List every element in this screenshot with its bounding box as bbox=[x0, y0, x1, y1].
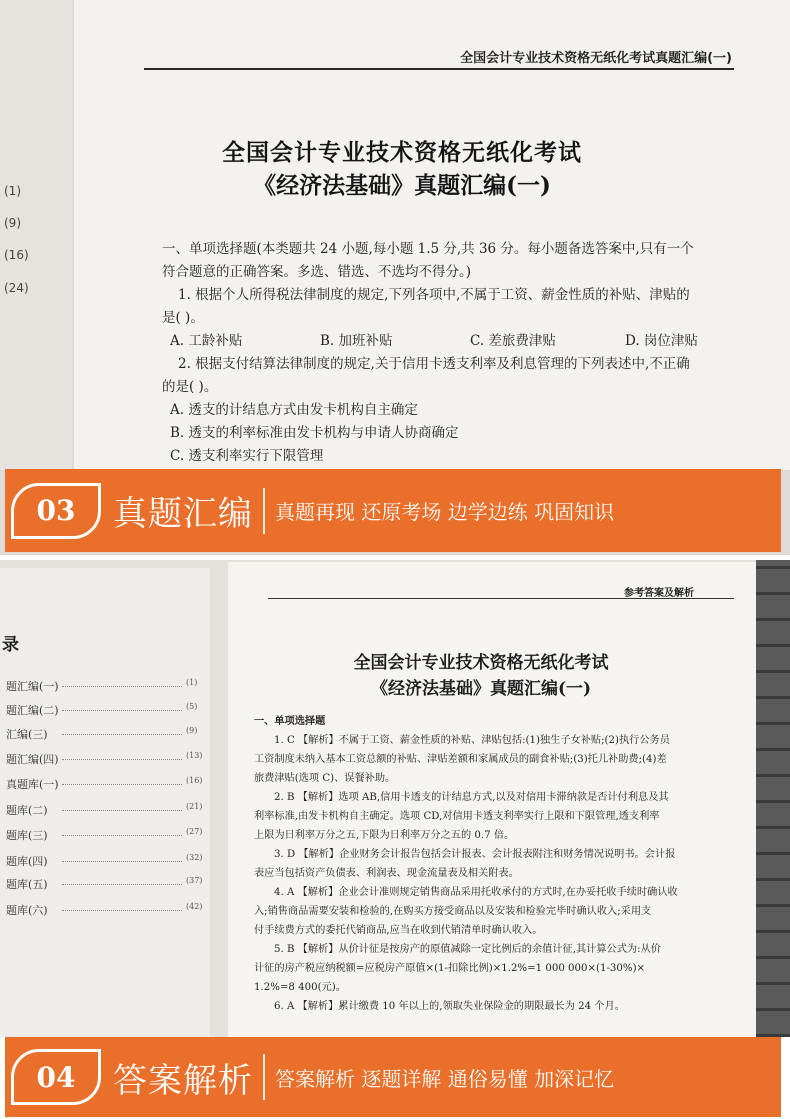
toc-item-page: (21) bbox=[186, 802, 203, 811]
page-header: 参考答案及解析 bbox=[624, 588, 694, 599]
banner-subtitle: 答案解析 逐题详解 通俗易懂 加深记忆 bbox=[275, 1066, 615, 1091]
exam-page bbox=[74, 0, 790, 470]
header-rule bbox=[268, 598, 734, 599]
toc-item bbox=[6, 726, 198, 742]
toc-item bbox=[6, 876, 203, 892]
toc-item bbox=[6, 702, 198, 718]
toc-heading: 录 bbox=[2, 635, 19, 655]
question-2: 2. 根据支付结算法律制度的规定,关于信用卡透支利率及利息管理的下列表述中,不正确 bbox=[178, 356, 690, 372]
toc-number: (9) bbox=[4, 216, 21, 230]
banner-subtitle: 真题再现 还原考场 边学边练 巩固知识 bbox=[275, 500, 615, 524]
toc-item-page: (1) bbox=[186, 678, 198, 687]
section-heading-cont: 符合题意的正确答案。多选、错选、不选均不得分。) bbox=[162, 264, 472, 280]
toc-number: (24) bbox=[4, 281, 29, 295]
toc-item-page: (37) bbox=[186, 876, 203, 885]
toc-item bbox=[6, 902, 203, 918]
answer-4-cont: 付手续费方式的委托代销商品,应当在收到代销清单时确认收入。 bbox=[254, 925, 543, 936]
banner-divider bbox=[263, 1054, 265, 1100]
option-a: A. 透支的计结息方式由发卡机构自主确定 bbox=[170, 402, 418, 418]
page-title-line2: 《经济法基础》真题汇编(一) bbox=[370, 679, 592, 699]
answer-6: 6. A 【解析】累计缴费 10 年以上的,领取失业保险金的期限最长为 24 个月。 bbox=[274, 1001, 625, 1012]
toc-leader bbox=[62, 710, 182, 711]
answer-1: 1. C 【解析】不属于工资、薪金性质的补贴、津贴包括:(1)独生子女补贴;(2)执行公务员 bbox=[274, 735, 670, 746]
toc-item-label: 真题库(一) bbox=[6, 778, 59, 791]
toc-leader bbox=[62, 884, 182, 885]
section-heading: 一、单项选择题(本类题共 24 小题,每小题 1.5 分,共 36 分。每小题备选答案中,只有一个 bbox=[162, 241, 694, 257]
answer-2-cont: 上限为日利率万分之五,下限为日利率万分之五的 0.7 倍。 bbox=[254, 830, 515, 841]
toc-item-page: (42) bbox=[186, 902, 203, 911]
toc-item-label: 题库(六) bbox=[6, 904, 48, 917]
toc-page bbox=[0, 568, 210, 1037]
toc-item bbox=[6, 776, 203, 792]
option-c: C. 透支利率实行下限管理 bbox=[170, 448, 324, 464]
page-title-line1: 全国会计专业技术资格无纸化考试 bbox=[353, 653, 609, 673]
banner-number: 04 bbox=[11, 1049, 101, 1105]
toc-item-label: 题汇编(二) bbox=[6, 704, 59, 717]
question-2-cont: 的是( )。 bbox=[162, 379, 218, 395]
page-header: 全国会计专业技术资格无纸化考试真题汇编(一) bbox=[460, 51, 732, 66]
section-heading: 一、单项选择题 bbox=[254, 715, 326, 727]
option-d: D. 岗位津贴 bbox=[625, 333, 698, 349]
toc-item-page: (27) bbox=[186, 827, 203, 836]
header-rule bbox=[144, 68, 734, 70]
toc-item-page: (13) bbox=[186, 751, 203, 760]
option-a: A. 工龄补贴 bbox=[170, 333, 243, 349]
question-body bbox=[162, 238, 760, 468]
answer-5-cont: 计征的房产税应纳税额=应税房产原值×(1-扣除比例)×1.2%=1 000 000×(1-30%)× bbox=[254, 963, 646, 974]
toc-leader bbox=[62, 910, 182, 911]
option-c: C. 差旅费津贴 bbox=[470, 333, 556, 349]
toc-leader bbox=[62, 861, 182, 862]
toc-leader bbox=[62, 759, 182, 760]
toc-item-page: (5) bbox=[186, 702, 198, 711]
toc-leader bbox=[62, 784, 182, 785]
toc-item bbox=[6, 678, 198, 694]
toc-number: (1) bbox=[4, 184, 21, 198]
left-page-toc bbox=[0, 0, 72, 470]
answer-4: 4. A 【解析】企业会计准则规定销售商品采用托收承付的方式时,在办妥托收手续时确认收 bbox=[274, 887, 678, 898]
toc-item bbox=[6, 827, 203, 843]
answer-1-cont: 工资制度未纳入基本工资总额的补贴、津贴差额和家属成员的副食补贴;(3)托儿补助费;(4)差 bbox=[254, 754, 667, 765]
toc-item bbox=[6, 802, 203, 818]
banner-number: 03 bbox=[11, 483, 101, 539]
answer-5-cont: 1.2%=8 400(元)。 bbox=[254, 982, 346, 993]
toc-item-label: 题汇编(四) bbox=[6, 753, 59, 766]
answer-2: 2. B 【解析】选项 AB,信用卡透支的计结息方式,以及对信用卡滞纳款是否计付利息及其 bbox=[274, 792, 669, 803]
answer-3: 3. D 【解析】企业财务会计报告包括会计报表、会计报表附注和财务情况说明书。会计报 bbox=[274, 849, 676, 860]
toc-item bbox=[6, 751, 203, 767]
section-real-exam-compilation bbox=[0, 0, 790, 555]
page-title-line1: 全国会计专业技术资格无纸化考试 bbox=[222, 139, 582, 166]
answer-4-cont: 入;销售商品需要安装和检验的,在购买方接受商品以及安装和检验完毕时确认收入;采用支 bbox=[254, 906, 652, 917]
toc-item-page: (32) bbox=[186, 853, 203, 862]
toc-item-label: 题库(三) bbox=[6, 829, 48, 842]
feature-banner bbox=[5, 1037, 781, 1117]
toc-leader bbox=[62, 810, 182, 811]
toc-leader bbox=[62, 835, 182, 836]
page-title-line2: 《经济法基础》真题汇编(一) bbox=[253, 172, 551, 199]
option-b: B. 透支的利率标准由发卡机构与申请人协商确定 bbox=[170, 425, 459, 441]
toc-item-page: (16) bbox=[186, 776, 203, 785]
section-answer-analysis bbox=[0, 560, 790, 1119]
toc-leader bbox=[62, 734, 182, 735]
banner-title: 答案解析 bbox=[113, 1060, 253, 1101]
question-1-cont: 是( )。 bbox=[162, 310, 204, 326]
toc-item-label: 题库(四) bbox=[6, 855, 48, 868]
answer-3-cont: 表应当包括资产负债表、利润表、现金流量表及相关附表。 bbox=[254, 868, 519, 879]
book-photo bbox=[0, 560, 790, 1037]
toc-leader bbox=[62, 686, 182, 687]
question-1-options bbox=[162, 330, 760, 353]
answer-page bbox=[228, 562, 764, 1037]
toc-item-label: 题库(五) bbox=[6, 878, 48, 891]
binder-strip bbox=[756, 560, 790, 1037]
answer-body bbox=[254, 712, 746, 1016]
toc-item-label: 题库(二) bbox=[6, 804, 48, 817]
toc-item-label: 汇编(三) bbox=[6, 728, 48, 741]
answer-2-cont: 利率标准,由发卡机构自主确定。选项 CD,对信用卡透支利率实行上限和下限管理,透支利率 bbox=[254, 811, 660, 822]
option-b: B. 加班补贴 bbox=[320, 333, 393, 349]
toc-number: (16) bbox=[4, 248, 29, 262]
banner-divider bbox=[263, 488, 265, 534]
banner-title: 真题汇编 bbox=[113, 494, 253, 534]
feature-banner bbox=[5, 469, 781, 552]
toc-item bbox=[6, 853, 203, 869]
toc-item-label: 题汇编(一) bbox=[6, 680, 59, 693]
answer-1-cont: 旅费津贴(选项 C)、误餐补助。 bbox=[254, 773, 396, 784]
answer-5: 5. B 【解析】从价计征是按房产的原值减除一定比例后的余值计征,其计算公式为:从价 bbox=[274, 944, 661, 955]
question-1: 1. 根据个人所得税法律制度的规定,下列各项中,不属于工资、薪金性质的补贴、津贴的 bbox=[178, 287, 690, 303]
toc-item-page: (9) bbox=[186, 726, 198, 735]
